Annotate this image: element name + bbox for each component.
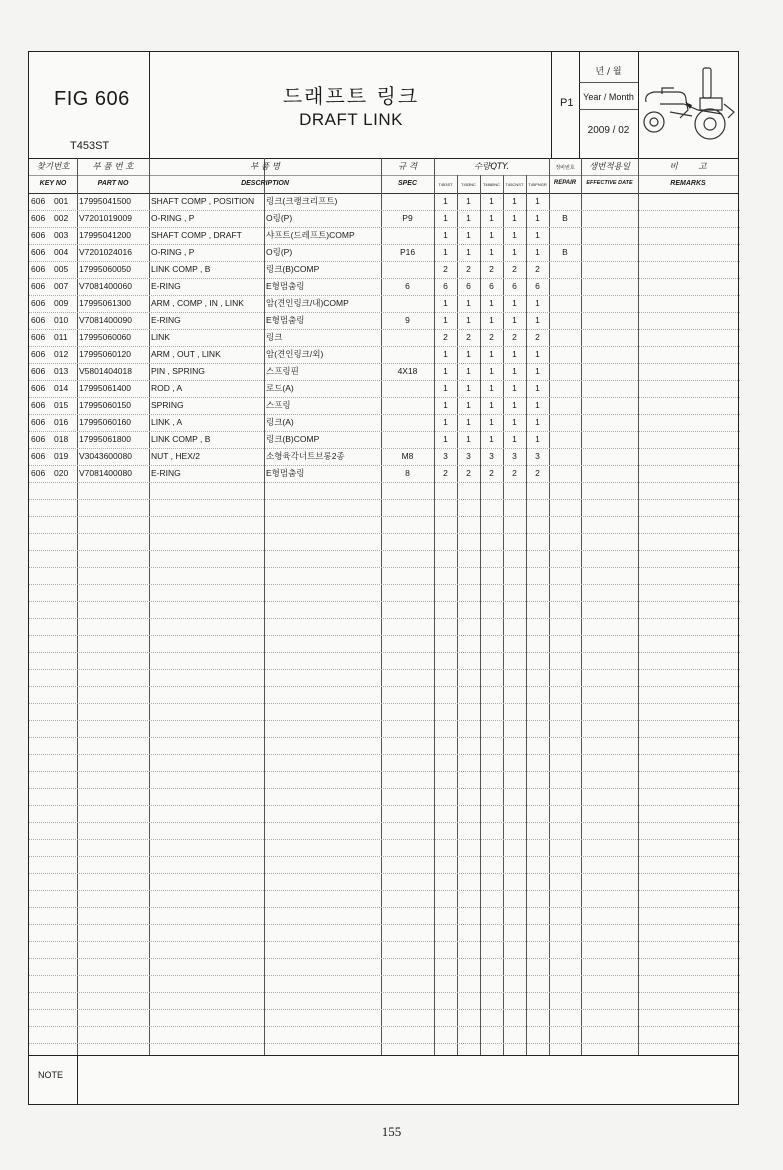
note-label: NOTE [38, 1070, 64, 1080]
cell-qty: 1 [489, 366, 494, 376]
table-row [29, 295, 738, 312]
table-row [29, 312, 738, 329]
cell-key: 016 [54, 417, 69, 427]
cell-description: E-RING [151, 315, 181, 325]
cell-part-no: 17995061300 [79, 298, 132, 308]
cell-fig: 606 [31, 383, 46, 393]
cell-part-no: V7081400080 [79, 468, 132, 478]
cell-spec: 9 [405, 315, 410, 325]
cell-qty: 3 [512, 451, 517, 461]
parts-table-body [29, 193, 738, 1055]
year-month-label: Year / Month [583, 92, 634, 102]
cell-description-kr: E형멈춤링 [266, 468, 305, 478]
cell-description: O-RING , P [151, 213, 195, 223]
cell-qty: 1 [489, 298, 494, 308]
cell-fig: 606 [31, 264, 46, 274]
cell-qty: 1 [489, 400, 494, 410]
table-row [29, 193, 738, 210]
cell-qty: 1 [512, 366, 517, 376]
cell-part-no: 17995061800 [79, 434, 132, 444]
cell-description-kr: O링(P) [266, 247, 293, 257]
col-header-part: PART NO [97, 180, 129, 187]
col-header-key: KEY NO [39, 180, 67, 187]
col-header-spec: SPEC [397, 180, 418, 187]
cell-fig: 606 [31, 230, 46, 240]
cell-part-no: V3043600080 [79, 451, 132, 461]
parts-sheet [28, 51, 739, 1105]
row-divider [29, 822, 740, 823]
cell-description-kr: 링크(크랭크리프트) [266, 196, 338, 206]
cell-qty: 2 [443, 264, 448, 274]
model-code: T453ST [70, 140, 110, 152]
cell-qty: 3 [535, 451, 540, 461]
cell-qty: 2 [535, 332, 540, 342]
cell-qty: 1 [466, 196, 471, 206]
cell-qty: 1 [535, 349, 540, 359]
cell-qty: 1 [535, 213, 540, 223]
cell-key: 010 [54, 315, 69, 325]
cell-description: E-RING [151, 468, 181, 478]
col-header-part-kr: 부 품 번 호 [92, 162, 134, 172]
cell-qty: 2 [443, 332, 448, 342]
row-divider [29, 482, 740, 483]
cell-qty: 1 [466, 298, 471, 308]
table-row [29, 431, 738, 448]
cell-key: 009 [54, 298, 69, 308]
row-divider [29, 771, 740, 772]
cell-description: O-RING , P [151, 247, 195, 257]
row-divider [29, 669, 740, 670]
table-row [29, 448, 738, 465]
cell-description: ARM , OUT , LINK [151, 349, 221, 359]
row-divider [29, 635, 740, 636]
cell-part-no: 17995060050 [79, 264, 132, 274]
cell-qty: 1 [489, 383, 494, 393]
cell-description-kr: 암(견인링크/외) [266, 349, 324, 359]
cell-fig: 606 [31, 417, 46, 427]
cell-fig: 606 [31, 451, 46, 461]
cell-qty: 1 [512, 417, 517, 427]
col-header-eff-kr: 생번적용일 [588, 162, 631, 172]
row-divider [29, 992, 740, 993]
cell-qty: 3 [443, 451, 448, 461]
cell-qty: 1 [512, 213, 517, 223]
cell-qty: 1 [535, 298, 540, 308]
cell-part-no: 17995061400 [79, 383, 132, 393]
page-title-kr: 드래프트 링크 [282, 84, 420, 108]
cell-description-kr: E형멈춤링 [266, 315, 305, 325]
cell-qty: 2 [489, 468, 494, 478]
cell-qty: 1 [466, 213, 471, 223]
cell-description-kr: E형멈춤링 [266, 281, 305, 291]
col-header-spec-kr: 규 격 [397, 162, 418, 172]
cell-qty: 2 [443, 468, 448, 478]
cell-qty: 1 [535, 247, 540, 257]
page-number: 155 [381, 1124, 402, 1139]
cell-qty: 1 [443, 247, 448, 257]
cell-qty: 1 [512, 196, 517, 206]
cell-qty: 1 [443, 230, 448, 240]
cell-description-kr: 링크(B)COMP [266, 264, 320, 274]
cell-qty: 1 [443, 349, 448, 359]
cell-fig: 606 [31, 434, 46, 444]
cell-key: 011 [54, 332, 68, 342]
cell-key: 001 [54, 196, 69, 206]
cell-qty: 1 [443, 417, 448, 427]
cell-description-kr: 링크 [266, 332, 283, 342]
cell-part-no: 17995041200 [79, 230, 132, 240]
cell-part-no: V7201019009 [79, 213, 132, 223]
cell-fig: 606 [31, 196, 46, 206]
cell-spec: 4X18 [397, 366, 418, 376]
cell-description-kr: 샤프트(드레프트)COMP [266, 230, 355, 240]
cell-key: 020 [54, 468, 69, 478]
row-divider [29, 805, 740, 806]
col-header-key-kr: 찾기번호 [36, 162, 70, 172]
cell-qty: 2 [512, 332, 517, 342]
cell-qty: 1 [466, 417, 471, 427]
cell-fig: 606 [31, 213, 46, 223]
row-divider [29, 686, 740, 687]
col-header-desc-kr: 부 품 명 [249, 162, 281, 172]
table-row [29, 210, 738, 227]
cell-qty: 1 [443, 400, 448, 410]
qty-model-4: T45CNST [505, 182, 524, 187]
cell-qty: 1 [443, 213, 448, 223]
col-header-repair-kr: 정비번호 [555, 165, 575, 171]
table-row [29, 346, 738, 363]
row-divider [29, 924, 740, 925]
row-divider [29, 533, 740, 534]
cell-description: PIN , SPRING [151, 366, 205, 376]
cell-qty: 1 [489, 434, 494, 444]
tractor-icon [640, 58, 736, 152]
table-row [29, 363, 738, 380]
cell-fig: 606 [31, 298, 46, 308]
cell-qty: 1 [489, 247, 494, 257]
row-divider [29, 652, 740, 653]
cell-qty: 1 [512, 400, 517, 410]
cell-description-kr: O링(P) [266, 213, 293, 223]
cell-description: SPRING [151, 400, 184, 410]
cell-key: 007 [54, 281, 69, 291]
cell-fig: 606 [31, 247, 46, 257]
cell-part-no: 17995041500 [79, 196, 132, 206]
cell-qty: 1 [466, 315, 471, 325]
cell-qty: 1 [512, 349, 517, 359]
cell-qty: 1 [535, 383, 540, 393]
cell-qty: 1 [512, 434, 517, 444]
cell-description: LINK , A [151, 417, 183, 427]
cell-key: 003 [54, 230, 69, 240]
cell-spec: P9 [402, 213, 413, 223]
cell-spec: P16 [399, 247, 416, 257]
cell-qty: 1 [535, 400, 540, 410]
cell-qty: 2 [466, 468, 471, 478]
cell-repair: B [562, 213, 568, 223]
cell-part-no: 17995060120 [79, 349, 132, 359]
cell-part-no: 17995060160 [79, 417, 132, 427]
cell-qty: 1 [535, 434, 540, 444]
row-divider [29, 1009, 740, 1010]
page-code: P1 [560, 97, 574, 109]
cell-qty: 6 [535, 281, 540, 291]
row-divider [29, 618, 740, 619]
cell-key: 018 [54, 434, 69, 444]
cell-qty: 1 [489, 417, 494, 427]
cell-fig: 606 [31, 468, 46, 478]
cell-qty: 1 [489, 230, 494, 240]
revision-date: 2009 / 02 [587, 125, 630, 136]
cell-key: 014 [54, 383, 69, 393]
row-divider [29, 941, 740, 942]
row-divider [29, 890, 740, 891]
row-divider [29, 958, 740, 959]
year-month-label-kr: 년 / 월 [595, 67, 622, 77]
cell-qty: 2 [489, 264, 494, 274]
table-row [29, 278, 738, 295]
cell-qty: 1 [535, 196, 540, 206]
col-header-remarks-kr: 비 고 [669, 162, 707, 172]
cell-part-no: V5801404018 [79, 366, 132, 376]
cell-qty: 3 [466, 451, 471, 461]
col-header-qty: 수량QTY. [473, 162, 510, 172]
row-divider [29, 584, 740, 585]
cell-qty: 1 [489, 349, 494, 359]
cell-qty: 1 [466, 434, 471, 444]
cell-description: LINK COMP , B [151, 434, 211, 444]
cell-qty: 1 [466, 366, 471, 376]
row-divider [29, 873, 740, 874]
cell-qty: 1 [489, 315, 494, 325]
row-divider [29, 788, 740, 789]
row-divider [29, 975, 740, 976]
cell-qty: 1 [443, 383, 448, 393]
cell-qty: 1 [443, 298, 448, 308]
cell-qty: 1 [512, 315, 517, 325]
col-header-repair: REPAIR [553, 180, 577, 186]
qty-model-2: T453NC [461, 182, 476, 187]
row-divider [29, 1043, 740, 1044]
cell-description-kr: 암(견인링크/내)COMP [266, 298, 349, 308]
cell-qty: 6 [466, 281, 471, 291]
cell-qty: 2 [489, 332, 494, 342]
cell-qty: 2 [535, 468, 540, 478]
row-divider [29, 550, 740, 551]
cell-key: 002 [54, 213, 69, 223]
row-divider [29, 737, 740, 738]
cell-qty: 1 [535, 417, 540, 427]
cell-qty: 6 [512, 281, 517, 291]
table-row [29, 397, 738, 414]
table-row [29, 227, 738, 244]
table-row [29, 414, 738, 431]
cell-part-no: V7081400060 [79, 281, 132, 291]
cell-qty: 1 [512, 247, 517, 257]
cell-qty: 2 [466, 332, 471, 342]
cell-part-no: 17995060150 [79, 400, 132, 410]
cell-qty: 2 [466, 264, 471, 274]
cell-description-kr: 링크(A) [266, 417, 294, 427]
cell-key: 015 [54, 400, 69, 410]
table-row [29, 380, 738, 397]
table-row [29, 244, 738, 261]
cell-qty: 3 [489, 451, 494, 461]
qty-model-5: T45PNGR [528, 182, 547, 187]
row-divider [29, 856, 740, 857]
row-divider [29, 720, 740, 721]
cell-key: 005 [54, 264, 69, 274]
cell-spec: 8 [405, 468, 410, 478]
cell-description-kr: 소형육각너트브롱2종 [266, 451, 345, 461]
cell-qty: 1 [512, 230, 517, 240]
cell-qty: 2 [512, 264, 517, 274]
cell-fig: 606 [31, 315, 46, 325]
row-divider [29, 499, 740, 500]
qty-model-1: T453ST [438, 182, 453, 187]
cell-fig: 606 [31, 400, 46, 410]
cell-spec: M8 [401, 451, 414, 461]
col-header-eff: EFFECTIVE DATE [586, 180, 633, 186]
cell-qty: 1 [466, 230, 471, 240]
qty-model-3: T4880NC [482, 182, 501, 187]
cell-part-no: 17995060060 [79, 332, 132, 342]
cell-spec: 6 [405, 281, 410, 291]
cell-qty: 1 [466, 349, 471, 359]
cell-description-kr: 링크(B)COMP [266, 434, 320, 444]
cell-qty: 6 [489, 281, 494, 291]
cell-qty: 1 [489, 213, 494, 223]
cell-description: NUT , HEX/2 [151, 451, 200, 461]
cell-key: 004 [54, 247, 69, 257]
cell-description: ARM , COMP , IN , LINK [151, 298, 244, 308]
cell-qty: 1 [466, 247, 471, 257]
cell-description: LINK COMP , B [151, 264, 211, 274]
fig-number: FIG 606 [54, 88, 130, 110]
cell-part-no: V7081400090 [79, 315, 132, 325]
row-divider [29, 1026, 740, 1027]
cell-qty: 1 [443, 196, 448, 206]
cell-description: ROD , A [151, 383, 183, 393]
row-divider [29, 567, 740, 568]
cell-qty: 1 [489, 196, 494, 206]
cell-description: E-RING [151, 281, 181, 291]
table-row [29, 261, 738, 278]
table-row [29, 329, 738, 346]
cell-qty: 1 [535, 230, 540, 240]
col-header-remarks: REMARKS [670, 180, 706, 187]
cell-key: 019 [54, 451, 69, 461]
cell-qty: 1 [443, 434, 448, 444]
cell-qty: 1 [466, 383, 471, 393]
cell-qty: 2 [535, 264, 540, 274]
page-title: DRAFT LINK [299, 110, 403, 129]
col-header-desc: DESCRIPTION [241, 180, 289, 187]
cell-qty: 1 [443, 315, 448, 325]
cell-description-kr: 로드(A) [266, 383, 294, 393]
cell-repair: B [562, 247, 568, 257]
row-divider [29, 703, 740, 704]
cell-qty: 1 [512, 383, 517, 393]
row-divider [29, 907, 740, 908]
row-divider [29, 839, 740, 840]
cell-description-kr: 스프링핀 [266, 366, 299, 376]
cell-qty: 2 [512, 468, 517, 478]
cell-qty: 1 [535, 315, 540, 325]
cell-qty: 1 [535, 366, 540, 376]
cell-fig: 606 [31, 281, 46, 291]
cell-description: SHAFT COMP , POSITION [151, 196, 255, 206]
row-divider [29, 601, 740, 602]
cell-qty: 1 [466, 400, 471, 410]
cell-qty: 1 [512, 298, 517, 308]
table-row [29, 465, 738, 482]
cell-key: 012 [54, 349, 69, 359]
cell-description: LINK [151, 332, 170, 342]
cell-fig: 606 [31, 366, 46, 376]
cell-fig: 606 [31, 349, 46, 359]
cell-part-no: V7201024016 [79, 247, 132, 257]
row-divider [29, 754, 740, 755]
cell-key: 013 [54, 366, 69, 376]
cell-description-kr: 스프링 [266, 400, 291, 410]
row-divider [29, 516, 740, 517]
cell-qty: 1 [443, 366, 448, 376]
cell-fig: 606 [31, 332, 46, 342]
cell-description: SHAFT COMP , DRAFT [151, 230, 242, 240]
cell-qty: 6 [443, 281, 448, 291]
